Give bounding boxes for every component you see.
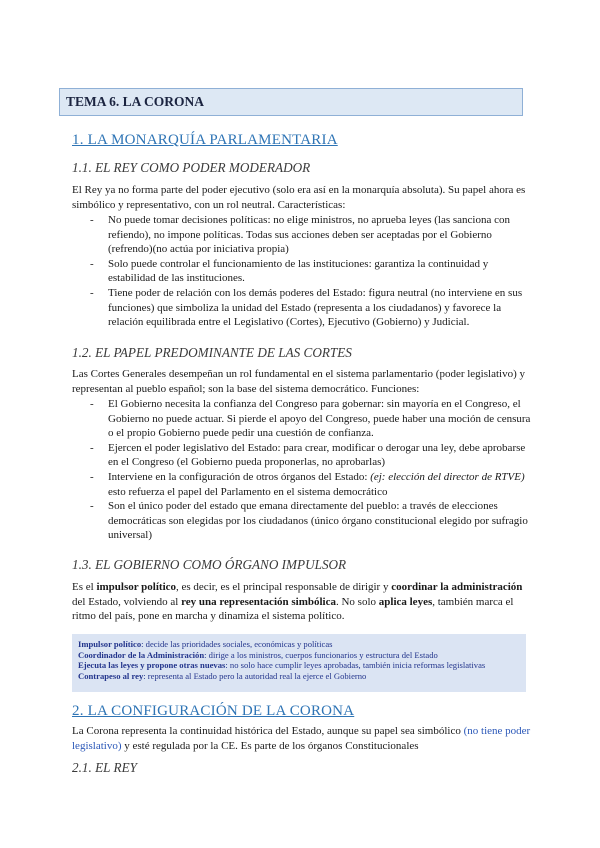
list-item-example: (ej: elección del director de RTVE)	[370, 470, 525, 483]
callout-line	[78, 671, 520, 682]
callout-text: : decide las prioridades sociales, económicas y políticas	[141, 639, 333, 649]
callout-term: Impulsor político	[78, 639, 142, 649]
list-item-text: esto refuerza el papel del Parlamento en el sistema democrático	[108, 485, 388, 498]
summary-callout	[72, 634, 526, 692]
text: , es decir, es el principal responsable de dirigir y	[176, 581, 389, 593]
chapter-title-box	[59, 88, 523, 116]
section-1-2-intro: Las Cortes Generales desempeñan un rol fundamental en el sistema parlamentario (poder legislativo) y representan al pueblo español; son la base del sistema democrático. Funciones:	[72, 368, 525, 395]
callout-text: : no solo hace cumplir leyes aprobadas, también inicia reformas legislativas	[225, 660, 486, 671]
callout-term: Coordinador de la Administración	[78, 649, 205, 660]
text: La Corona representa la continuidad histórica del Estado, aunque su papel sea simbólico	[72, 725, 461, 737]
list-item: - Ejercen el poder legislativo del Estado: para crear, modificar o derogar una ley, debe aprobarse en el Congreso (el Gobierno pueda proponerlas, no aprobarlas)	[72, 441, 532, 470]
bold-term: impulsor político	[96, 581, 177, 593]
section-1-3-paragraph	[72, 580, 532, 624]
section-1-2-list	[72, 397, 532, 543]
callout-line	[78, 639, 520, 650]
callout-term: Contrapeso al rey	[78, 671, 144, 682]
list-item: - No puede tomar decisiones políticas: no elige ministros, no aprueba leyes (las sanciona con refiendo), no impone políticas. Todas sus acciones deben ser aceptadas por el Gobierno (refrendo)(no actúa por iniciativa propia)	[72, 213, 532, 257]
section-1-heading: 1. LA MONARQUÍA PARLAMENTARIA	[72, 132, 338, 148]
chapter-title: TEMA 6. LA CORONA	[66, 94, 205, 109]
callout-text: : dirige a los ministros, cuerpos funcionarios y estructura del Estado	[204, 649, 438, 660]
text: . No solo	[335, 595, 377, 608]
list-item	[72, 470, 532, 499]
bold-term: coordinar la administración	[391, 581, 523, 593]
list-item: - Solo puede controlar el funcionamiento de las instituciones: garantiza la continuidad y estabilidad de las instituciones.	[72, 257, 532, 286]
text: del Estado, volviendo al	[72, 595, 179, 608]
section-1-1-heading: 1.1. EL REY COMO PODER MODERADOR	[72, 160, 311, 175]
section-1-1-list	[72, 213, 532, 330]
section-1-1-intro: El Rey ya no forma parte del poder ejecutivo (solo era así en la monarquía absoluta). Su papel ahora es simbólico y representativo, con un rol neutral. Características:	[72, 184, 526, 211]
list-item: - Tiene poder de relación con los demás poderes del Estado: figura neutral (no interviene en sus funciones) que simboliza la unidad del Estado (representa a los ciudadanos) y favorece la relación equilibrada entre el Legislativo (Cortes), Ejecutivo (Gobierno) y Judicial.	[72, 286, 532, 330]
callout-line	[78, 650, 520, 661]
callout-text: : representa al Estado pero la autoridad real la ejerce el Gobierno	[143, 671, 367, 682]
callout-term: Ejecuta las leyes y propone otras nuevas	[78, 660, 226, 671]
section-1-3-heading: 1.3. EL GOBIERNO COMO ÓRGANO IMPULSOR	[72, 557, 347, 572]
list-item: - Son el único poder del estado que emana directamente del pueblo: a través de elecciones democráticas son elegidas por los ciudadanos (único órgano constitucional elegido por sufragio universal)	[72, 499, 532, 543]
list-item: - El Gobierno necesita la confianza del Congreso para gobernar: sin mayoría en el Congreso, el Gobierno no puede actuar. Si pierde el apoyo del Congreso, puede haber una moción de censura o el propio Gobierno puede pedir una cuestión de confianza.	[72, 397, 532, 441]
list-item-text: Interviene en la configuración de otros órganos del Estado:	[108, 470, 368, 483]
section-2-paragraph	[72, 724, 532, 753]
section-2-1-heading: 2.1. EL REY	[72, 760, 137, 775]
section-2-heading: 2. LA CONFIGURACIÓN DE LA CORONA	[72, 703, 355, 719]
text: , también marca el ritmo del país, pone en marcha y dinamiza el sistema político.	[72, 595, 514, 623]
bold-term: rey una representación simbólica	[181, 595, 336, 608]
text: y esté regulada por la CE. Es parte de los órganos Constitucionales	[124, 739, 419, 752]
bold-term: aplica leyes	[378, 595, 433, 608]
text: Es el	[72, 581, 94, 593]
section-1-2-heading: 1.2. EL PAPEL PREDOMINANTE DE LAS CORTES	[72, 345, 352, 360]
highlight-text: (no tiene poder legislativo)	[72, 725, 531, 752]
callout-line	[78, 660, 520, 671]
